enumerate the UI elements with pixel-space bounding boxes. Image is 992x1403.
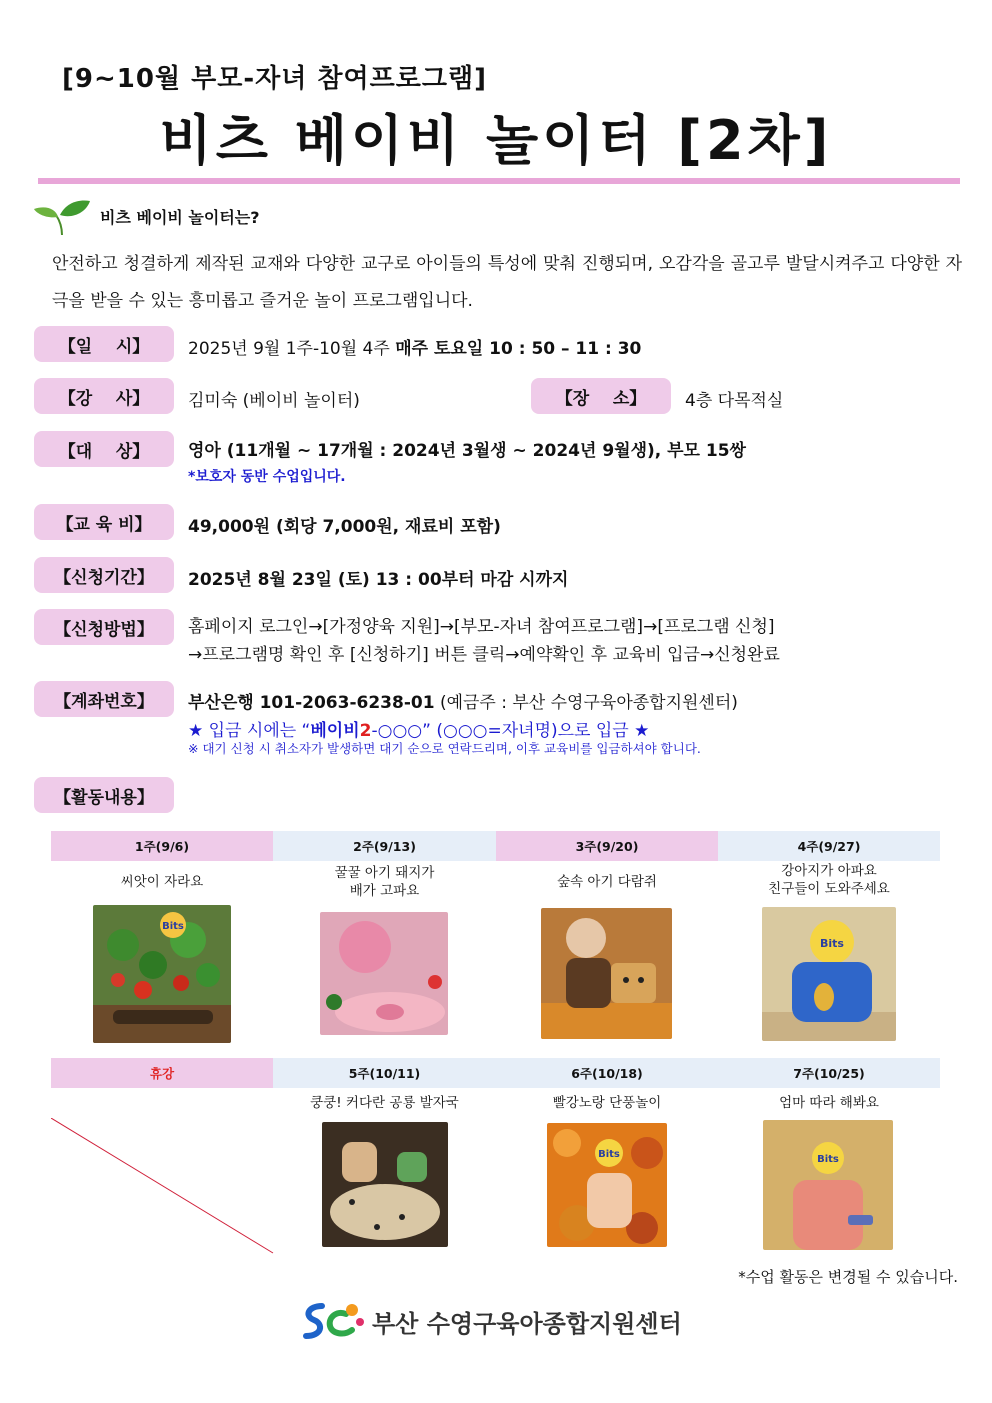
week5-header: 5주(10/11) bbox=[273, 1058, 496, 1088]
account-label: 【계좌번호】 bbox=[34, 681, 174, 717]
center-logo-icon bbox=[300, 1300, 366, 1342]
account-value bbox=[188, 688, 738, 713]
activity-label: 【활동내용】 bbox=[34, 777, 174, 813]
apply-method-line2: →프로그램명 확인 후 [신청하기] 버튼 클릭→예약확인 후 교육비 입금→신청완료 bbox=[188, 645, 780, 665]
program-subtitle: [9~10월 부모-자녀 참여프로그램] bbox=[62, 64, 487, 94]
holiday-header: 휴강 bbox=[51, 1058, 273, 1088]
schedule-change-note: *수업 활동은 변경될 수 있습니다. bbox=[738, 1268, 958, 1286]
week1-activity: 씨앗이 자라요 bbox=[120, 874, 204, 890]
page-title: 비츠 베이비 놀이터 [2차] bbox=[159, 109, 833, 172]
deposit-instruction bbox=[188, 716, 649, 741]
title-divider bbox=[38, 178, 960, 184]
intro-text: 안전하고 청결하게 제작된 교재와 다양한 교구로 아이들의 특성에 맞춰 진행되며, 오감각을 골고루 발달시켜주고 다양한 자극을 받을 수 있는 흥미롭고 즐거운 놀이 프로그램입니다. bbox=[52, 254, 962, 311]
date-label: 【일 시】 bbox=[34, 326, 174, 362]
bits-logo: Bits bbox=[162, 921, 184, 932]
account-holder: (예금주 : 부산 수영구육아종합지원센터) bbox=[434, 693, 738, 713]
date-value bbox=[188, 334, 641, 359]
deposit-name-suffix: -○○○ bbox=[371, 721, 423, 741]
week6-activity: 빨강노랑 단풍놀이 bbox=[552, 1095, 662, 1111]
week1-photo bbox=[93, 905, 231, 1043]
teacher-label: 【강 사】 bbox=[34, 378, 174, 414]
waitlist-note: ※ 대기 신청 시 취소자가 발생하면 대기 순으로 연락드리며, 이후 교육비를 입금하셔야 합니다. bbox=[188, 741, 701, 756]
teacher-value: 김미숙 (베이비 놀이터) bbox=[188, 391, 360, 411]
apply-period-value: 2025년 8월 23일 (토) 13 : 00부터 마감 시까지 bbox=[188, 570, 569, 590]
place-label: 【장 소】 bbox=[531, 378, 671, 414]
date-time: 매주 토요일 10 : 50 – 11 : 30 bbox=[395, 339, 642, 359]
place-value: 4층 다목적실 bbox=[685, 391, 784, 411]
bits-logo: Bits bbox=[598, 1149, 620, 1160]
week3-header: 3주(9/20) bbox=[496, 831, 718, 861]
fee-value: 49,000원 (회당 7,000원, 재료비 포함) bbox=[188, 517, 501, 537]
holiday-strike-line bbox=[51, 1118, 275, 1254]
date-range: 2025년 9월 1주-10월 4주 bbox=[188, 339, 396, 359]
week2-photo bbox=[320, 912, 448, 1035]
week3-activity: 숲속 아기 다람쥐 bbox=[557, 874, 657, 890]
fee-label: 【교 육 비】 bbox=[34, 504, 174, 540]
intro-heading: 비츠 베이비 놀이터는? bbox=[100, 208, 260, 227]
apply-period-label: 【신청기간】 bbox=[34, 557, 174, 593]
week3-photo bbox=[541, 908, 672, 1039]
sprout-icon bbox=[32, 197, 92, 237]
bits-logo: Bits bbox=[817, 1154, 839, 1165]
target-value: 영아 (11개월 ~ 17개월 : 2024년 3월생 ~ 2024년 9월생), 부모 15쌍 bbox=[188, 441, 746, 461]
deposit-post: ” (○○○=자녀명)으로 입금 ★ bbox=[422, 721, 650, 741]
week7-photo bbox=[763, 1120, 893, 1250]
week6-header: 6주(10/18) bbox=[496, 1058, 718, 1088]
deposit-name-prefix: 베이비 bbox=[310, 721, 360, 741]
week6-photo bbox=[547, 1123, 667, 1247]
week5-activity: 쿵쿵! 커다란 공룡 발자국 bbox=[310, 1095, 459, 1111]
center-name: 부산 수영구육아종합지원센터 bbox=[372, 1310, 682, 1338]
week5-photo bbox=[322, 1122, 448, 1247]
bits-logo: Bits bbox=[820, 937, 844, 950]
bank-account: 부산은행 101-2063-6238-01 bbox=[188, 693, 435, 713]
week7-header: 7주(10/25) bbox=[718, 1058, 940, 1088]
deposit-pre: ★ 입금 시에는 “ bbox=[188, 721, 311, 741]
week2-activity: 꿀꿀 아기 돼지가 배가 고파요 bbox=[334, 865, 435, 899]
week7-activity: 엄마 따라 해봐요 bbox=[779, 1095, 879, 1111]
deposit-name-number: 2 bbox=[359, 721, 372, 741]
week4-header: 4주(9/27) bbox=[718, 831, 940, 861]
week1-header: 1주(9/6) bbox=[51, 831, 273, 861]
target-note: *보호자 동반 수업입니다. bbox=[188, 469, 346, 485]
week4-photo bbox=[762, 907, 896, 1041]
week2-header: 2주(9/13) bbox=[273, 831, 496, 861]
apply-method-line1: 홈페이지 로그인→[가정양육 지원]→[부모-자녀 참여프로그램]→[프로그램 신청] bbox=[188, 617, 775, 637]
target-label: 【대 상】 bbox=[34, 431, 174, 467]
week4-activity: 강아지가 아파요 친구들이 도와주세요 bbox=[768, 863, 890, 897]
apply-method-label: 【신청방법】 bbox=[34, 609, 174, 645]
